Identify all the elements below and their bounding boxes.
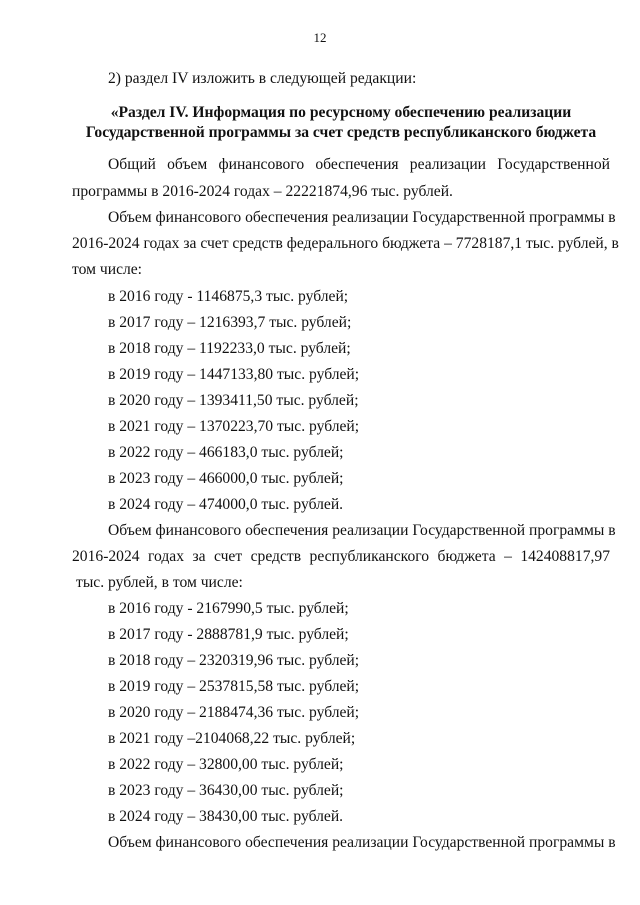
- republic-list-item: в 2022 году – 32800,00 тыс. рублей;: [108, 756, 344, 773]
- total-paragraph-line-1: Общий объем финансового обеспечения реализации Государственной: [108, 156, 610, 173]
- federal-list-item: в 2023 году – 466000,0 тыс. рублей;: [108, 470, 344, 487]
- federal-list-item: в 2017 году – 1216393,7 тыс. рублей;: [108, 314, 352, 331]
- republic-list-item: в 2024 году – 38430,00 тыс. рублей.: [108, 808, 344, 825]
- federal-list-item: в 2021 году – 1370223,70 тыс. рублей;: [108, 418, 360, 435]
- federal-list-item: в 2016 году - 1146875,3 тыс. рублей;: [108, 288, 349, 305]
- section-heading-line-2: Государственной программы за счет средств республиканского бюджета: [85, 124, 597, 141]
- republic-list-item: в 2020 году – 2188474,36 тыс. рублей;: [108, 704, 360, 721]
- republic-list-item: в 2017 году - 2888781,9 тыс. рублей;: [108, 626, 349, 643]
- republic-list-item: в 2023 году – 36430,00 тыс. рублей;: [108, 782, 344, 799]
- federal-paragraph-line-2: 2016-2024 годах за счет средств федерального бюджета – 7728187,1 тыс. рублей, в: [72, 235, 619, 252]
- republic-list-item: в 2018 году – 2320319,96 тыс. рублей;: [108, 652, 360, 669]
- total-paragraph-line-2: программы в 2016-2024 годах – 22221874,96 тыс. рублей.: [72, 183, 453, 200]
- republic-paragraph-line-2: 2016-2024 годах за счет средств республиканского бюджета – 142408817,97: [72, 548, 610, 565]
- republic-paragraph-line-3: тыс. рублей, в том числе:: [76, 574, 243, 591]
- republic-list-item: в 2016 году - 2167990,5 тыс. рублей;: [108, 600, 349, 617]
- federal-list-item: в 2022 году – 466183,0 тыс. рублей;: [108, 444, 344, 461]
- republic-list-item: в 2021 году –2104068,22 тыс. рублей;: [108, 730, 356, 747]
- last-paragraph-line-1: Объем финансового обеспечения реализации Государственной программы в: [108, 834, 616, 851]
- federal-list-item: в 2019 году – 1447133,80 тыс. рублей;: [108, 366, 360, 383]
- intro-text: 2) раздел IV изложить в следующей редакции:: [108, 70, 417, 87]
- federal-list-item: в 2024 году – 474000,0 тыс. рублей.: [108, 496, 344, 513]
- republic-paragraph-line-1: Объем финансового обеспечения реализации Государственной программы в: [108, 522, 616, 539]
- federal-paragraph-line-1: Объем финансового обеспечения реализации Государственной программы в: [108, 209, 616, 226]
- federal-list-item: в 2020 году – 1393411,50 тыс. рублей;: [108, 392, 359, 409]
- page-number: 12: [313, 30, 327, 45]
- federal-paragraph-line-3: том числе:: [72, 261, 143, 278]
- section-heading-line-1: «Раздел IV. Информация по ресурсному обеспечению реализации: [110, 104, 572, 121]
- federal-list-item: в 2018 году – 1192233,0 тыс. рублей;: [108, 340, 351, 357]
- republic-list-item: в 2019 году – 2537815,58 тыс. рублей;: [108, 678, 360, 695]
